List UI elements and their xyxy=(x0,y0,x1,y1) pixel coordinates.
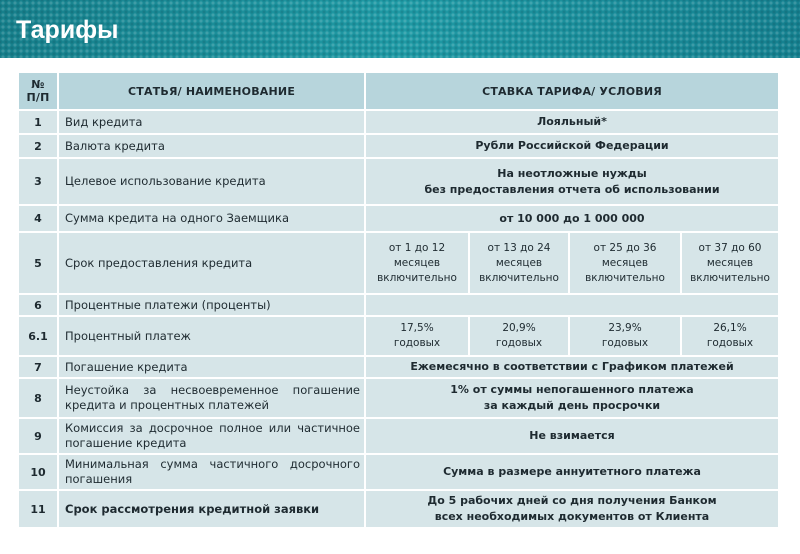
row-num: 1 xyxy=(18,110,58,134)
term-cell: от 13 до 24 месяцев включительно xyxy=(469,232,569,294)
table-header-row xyxy=(18,72,779,110)
row-condition: от 10 000 до 1 000 000 xyxy=(365,205,779,232)
table-row xyxy=(18,418,779,454)
table-row xyxy=(18,232,779,294)
title-banner xyxy=(0,0,800,58)
row-condition: Не взимается xyxy=(365,418,779,454)
row-num: 7 xyxy=(18,356,58,378)
page-title: Тарифы xyxy=(16,16,119,44)
row-num: 11 xyxy=(18,490,58,528)
term-cell: от 37 до 60 месяцев включительно xyxy=(681,232,779,294)
row-name: Валюта кредита xyxy=(58,134,365,158)
table-row xyxy=(18,454,779,490)
row-name: Минимальная сумма частичного досрочного погашения xyxy=(58,454,365,490)
table-row xyxy=(18,356,779,378)
row-num: 3 xyxy=(18,158,58,205)
row-num: 9 xyxy=(18,418,58,454)
row-condition: Сумма в размере аннуитетного платежа xyxy=(365,454,779,490)
row-condition: Лояльный* xyxy=(365,110,779,134)
row-name: Вид кредита xyxy=(58,110,365,134)
row-name: Срок предоставления кредита xyxy=(58,232,365,294)
table-row xyxy=(18,110,779,134)
table-row xyxy=(18,158,779,205)
table-row xyxy=(18,490,779,528)
row-num: 4 xyxy=(18,205,58,232)
row-name: Неустойка за несвоевременное погашение кредита и процентных платежей xyxy=(58,378,365,418)
row-name: Процентный платеж xyxy=(58,316,365,356)
rate-cell: 20,9% годовых xyxy=(469,316,569,356)
row-name: Процентные платежи (проценты) xyxy=(58,294,365,316)
rate-cell: 17,5% годовых xyxy=(365,316,469,356)
row-num: 6.1 xyxy=(18,316,58,356)
row-name: Срок рассмотрения кредитной заявки xyxy=(58,490,365,528)
row-name: Комиссия за досрочное полное или частичное погашение кредита xyxy=(58,418,365,454)
row-condition-empty xyxy=(365,294,779,316)
row-name: Погашение кредита xyxy=(58,356,365,378)
row-num: 8 xyxy=(18,378,58,418)
table-row xyxy=(18,316,779,356)
row-condition: 1% от суммы непогашенного платежа за каждый день просрочки xyxy=(365,378,779,418)
row-condition: Ежемесячно в соответствии с Графиком платежей xyxy=(365,356,779,378)
table-row xyxy=(18,134,779,158)
row-condition: Рубли Российской Федерации xyxy=(365,134,779,158)
header-rate: СТАВКА ТАРИФА/ УСЛОВИЯ xyxy=(365,72,779,110)
row-name: Сумма кредита на одного Заемщика xyxy=(58,205,365,232)
table-row xyxy=(18,378,779,418)
header-num: № П/П xyxy=(18,72,58,110)
row-condition: До 5 рабочих дней со дня получения Банком всех необходимых документов от Клиента xyxy=(365,490,779,528)
row-num: 2 xyxy=(18,134,58,158)
term-cell: от 25 до 36 месяцев включительно xyxy=(569,232,681,294)
rate-cell: 23,9% годовых xyxy=(569,316,681,356)
rate-cell: 26,1% годовых xyxy=(681,316,779,356)
header-item: СТАТЬЯ/ НАИМЕНОВАНИЕ xyxy=(58,72,365,110)
table-row xyxy=(18,294,779,316)
term-cell: от 1 до 12 месяцев включительно xyxy=(365,232,469,294)
table-row xyxy=(18,205,779,232)
row-num: 6 xyxy=(18,294,58,316)
row-num: 5 xyxy=(18,232,58,294)
row-condition: На неотложные нужды без предоставления отчета об использовании xyxy=(365,158,779,205)
row-num: 10 xyxy=(18,454,58,490)
row-name: Целевое использование кредита xyxy=(58,158,365,205)
tariffs-table xyxy=(17,71,780,529)
